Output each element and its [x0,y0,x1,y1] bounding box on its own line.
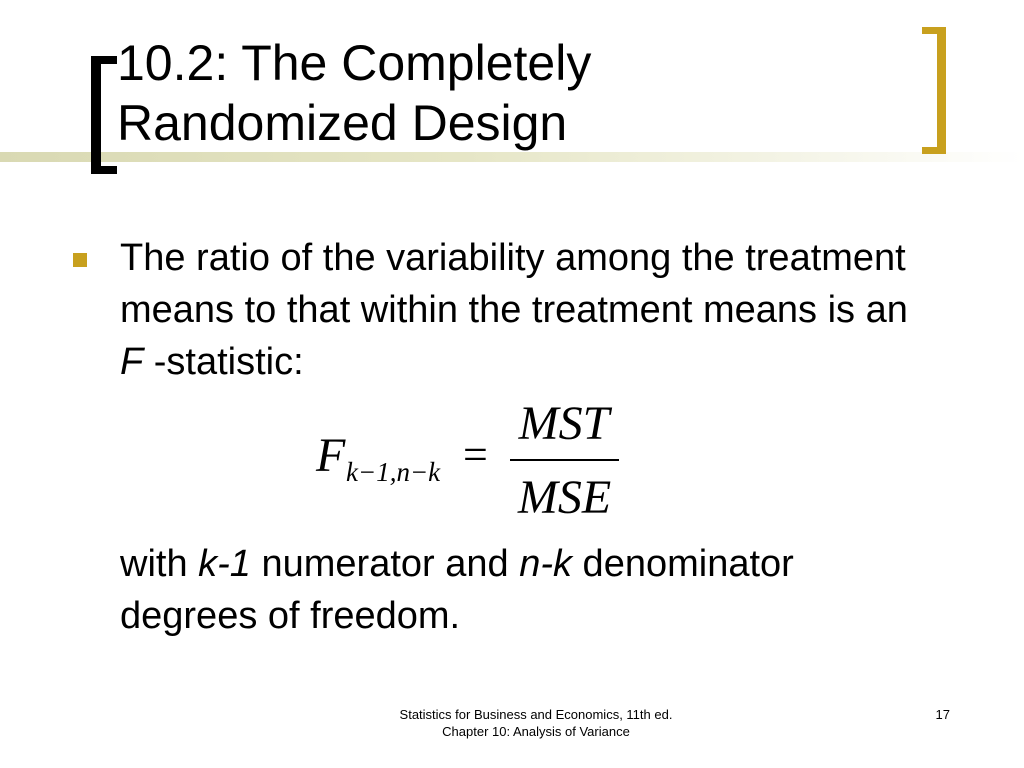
formula-subscript: k−1,n−k [346,457,441,487]
formula-denominator: MSE [517,471,612,524]
footer-chapter: Chapter 10: Analysis of Variance [442,724,630,739]
bullet-square-icon [73,253,87,267]
formula-equals: = [463,430,488,479]
title-underline-band [0,152,1024,162]
para2-n-minus-k: n-k [519,543,572,585]
slide-footer [336,706,736,740]
slide-title-line1: 10.2: The Completely [117,35,592,91]
bullet-paragraph [120,232,920,388]
formula-numerator: MST [518,397,610,450]
slide-title-line2: Randomized Design [117,95,568,151]
formula-f-symbol: F [316,429,346,482]
degrees-of-freedom-text [120,538,920,642]
para1-text-end: -statistic: [143,341,304,383]
para2-numerator-and: numerator and [250,543,520,585]
slide-title [117,33,591,153]
para2-with: with [120,543,199,585]
left-bracket-decoration [91,56,117,174]
page-number: 17 [935,707,950,722]
fraction-bar [510,459,619,461]
para1-text-start: The ratio of the variability among the treatment means to that within the treatment means is an [120,237,908,331]
f-statistic-formula [300,392,640,532]
right-bracket-decoration [922,27,946,154]
para2-k-minus-1: k-1 [198,543,251,585]
para2-denominator-text: denominator degrees of freedom. [120,543,794,637]
footer-book-title: Statistics for Business and Economics, 11th ed. [399,707,673,722]
f-italic: F [120,341,144,383]
